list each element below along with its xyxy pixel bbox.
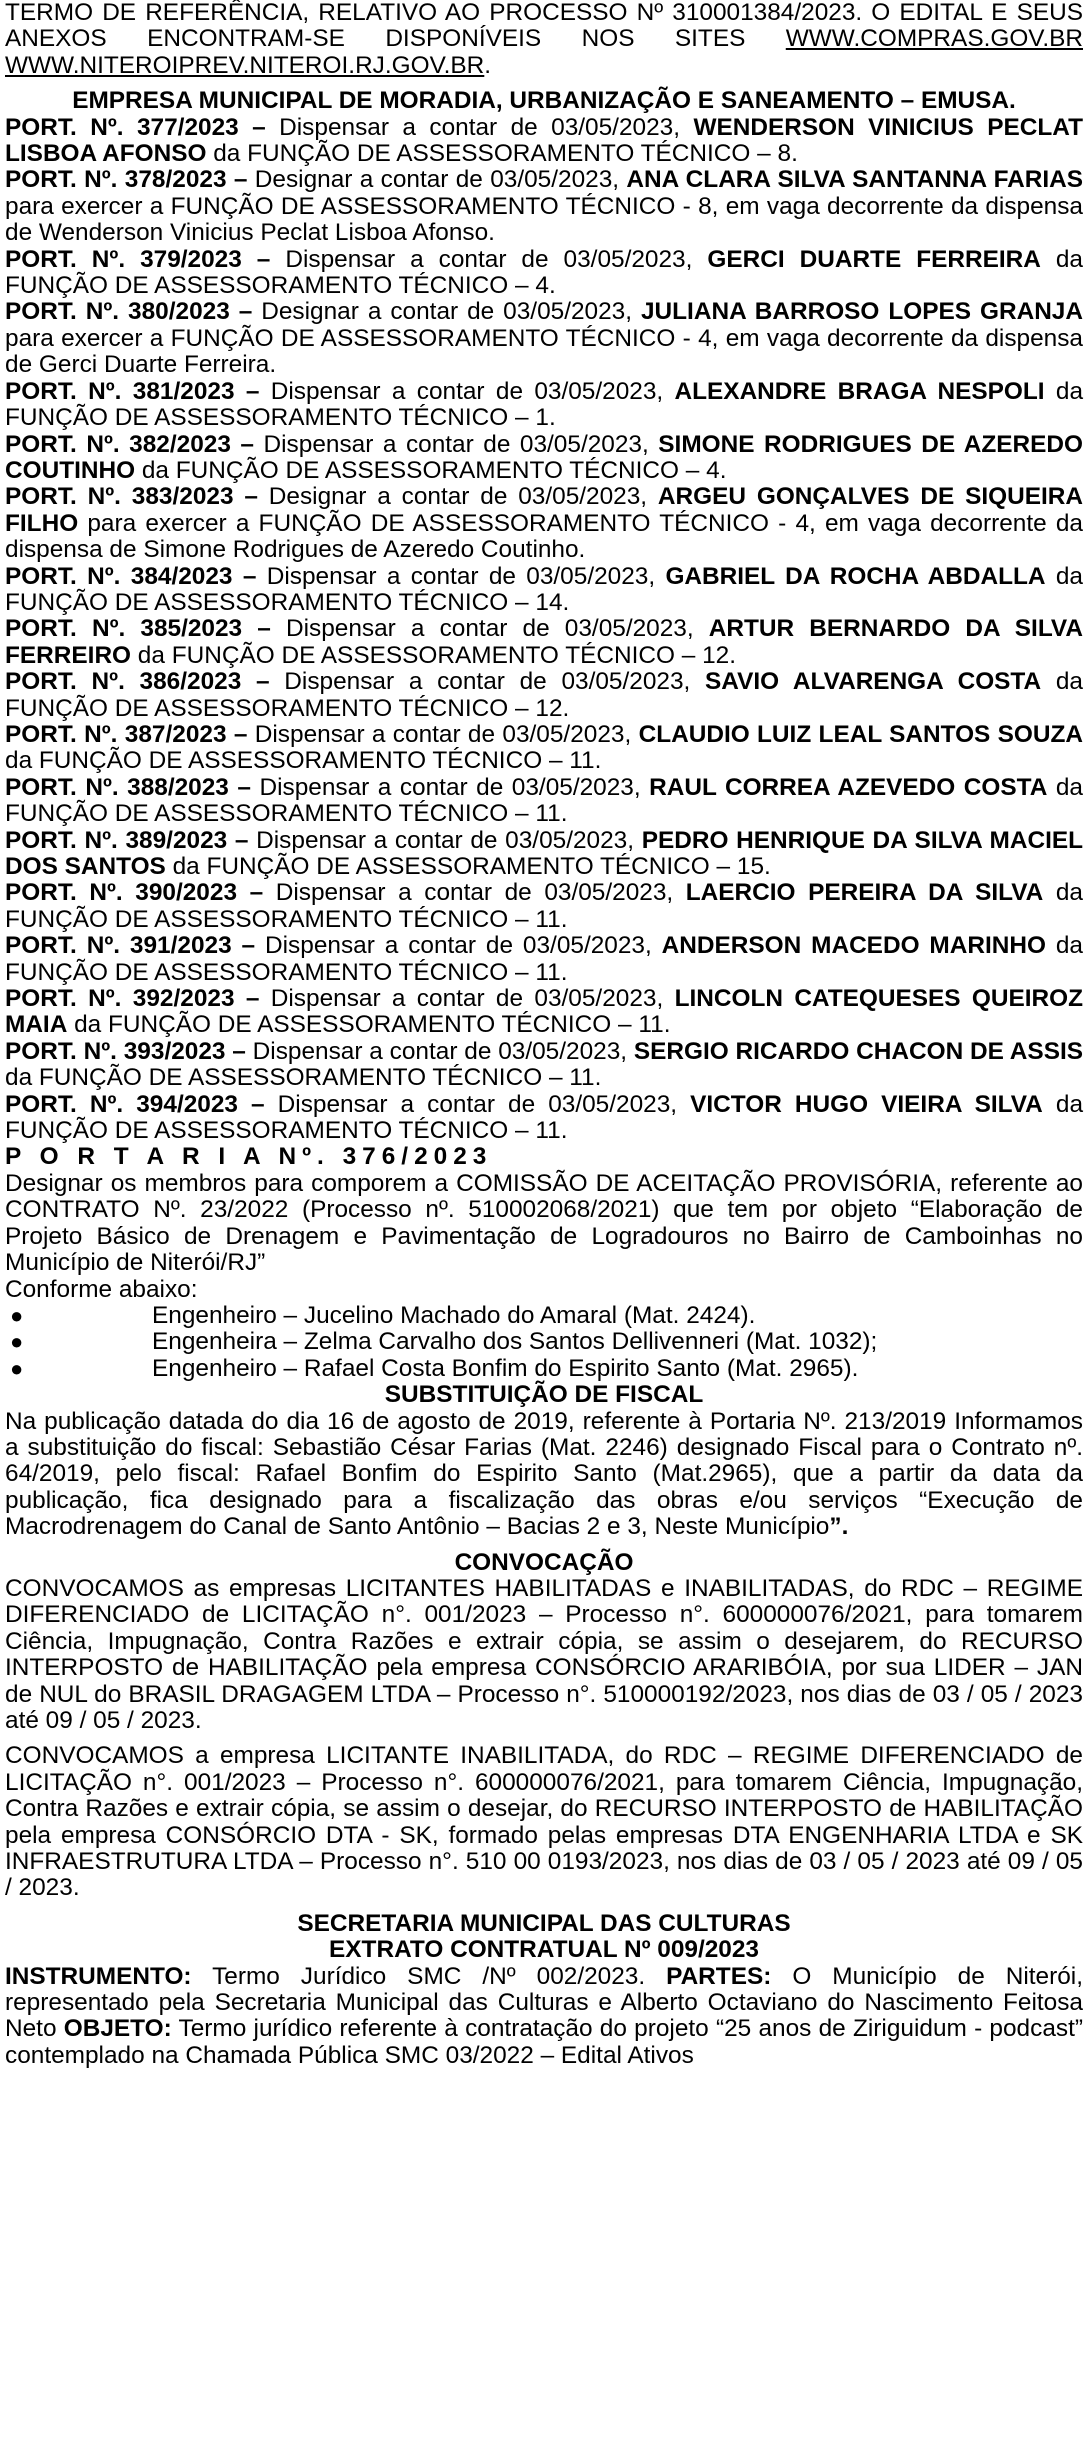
- niteroiprev-link[interactable]: WWW.NITEROIPREV.NITEROI.RJ.GOV.BR: [5, 51, 485, 79]
- portaria-entry: [5, 986, 1083, 1039]
- portaria-number: PORT. Nº. 392/2023 –: [5, 985, 260, 1013]
- portaria-action: Designar a contar de 03/05/2023,: [247, 166, 627, 194]
- substituicao-body: [5, 1409, 1083, 1541]
- person-name: WENDERSON VINICIUS PECLAT LISBOA AFONSO: [5, 113, 1084, 168]
- person-name: JULIANA BARROSO LOPES GRANJA: [640, 298, 1083, 326]
- portaria-entry: [5, 299, 1083, 378]
- convocacao-title: CONVOCAÇÃO: [454, 1548, 634, 1576]
- substituicao-end: ”.: [829, 1513, 849, 1541]
- member-text: Engenheiro – Jucelino Machado do Amaral (Mat. 2424).: [152, 1301, 756, 1329]
- portaria-function: da FUNÇÃO DE ASSESSORAMENTO TÉCNICO – 8.: [206, 140, 798, 168]
- header-notice: [5, 0, 1083, 79]
- instrumento-label: INSTRUMENTO:: [5, 1962, 192, 1990]
- person-name: ANA CLARA SILVA SANTANNA FARIAS: [626, 166, 1084, 194]
- portaria-action: Dispensar a contar de 03/05/2023,: [263, 879, 686, 907]
- portaria-entry: [5, 167, 1083, 246]
- portaria-function: da FUNÇÃO DE ASSESSORAMENTO TÉCNICO – 11.: [67, 1011, 671, 1039]
- portaria-action: Dispensar a contar de 03/05/2023,: [247, 720, 639, 748]
- portaria-number: PORT. Nº. 390/2023 –: [5, 879, 264, 907]
- portaria-action: Designar a contar de 03/05/2023,: [257, 483, 658, 511]
- portaria-action: Dispensar a contar de 03/05/2023,: [265, 113, 694, 141]
- portaria-entry: [5, 828, 1083, 881]
- portaria-number: PORT. Nº. 380/2023 –: [5, 298, 253, 326]
- portaria-function: da FUNÇÃO DE ASSESSORAMENTO TÉCNICO – 11.: [5, 1064, 602, 1092]
- person-name: PEDRO HENRIQUE DA SILVA MACIEL DOS SANTOS: [5, 826, 1084, 880]
- portaria-number: PORT. Nº. 377/2023 –: [5, 113, 266, 141]
- member-text: Engenheiro – Rafael Costa Bonfim do Espirito Santo (Mat. 2965).: [152, 1354, 859, 1382]
- portaria-action: Designar a contar de 03/05/2023,: [252, 298, 641, 326]
- portaria-entry: [5, 1039, 1083, 1092]
- portaria-number: PORT. Nº. 394/2023 –: [5, 1090, 265, 1118]
- portaria-number: PORT. Nº. 379/2023 –: [5, 245, 271, 273]
- portaria-function: da FUNÇÃO DE ASSESSORAMENTO TÉCNICO – 15.: [165, 853, 771, 880]
- portaria-number: PORT. Nº. 388/2023 –: [5, 773, 251, 801]
- member-text: Engenheira – Zelma Carvalho dos Santos Dellivenneri (Mat. 1032);: [152, 1328, 878, 1356]
- portaria-action: Dispensar a contar de 03/05/2023,: [256, 562, 666, 590]
- person-name: LAERCIO PEREIRA DA SILVA: [685, 879, 1044, 907]
- person-name: ALEXANDRE BRAGA NESPOLI: [674, 377, 1045, 405]
- portaria-function: da FUNÇÃO DE ASSESSORAMENTO TÉCNICO – 11.: [5, 932, 1083, 986]
- portaria-action: Dispensar a contar de 03/05/2023,: [264, 1090, 691, 1118]
- portaria-entry: [5, 115, 1083, 168]
- person-name: GABRIEL DA ROCHA ABDALLA: [665, 562, 1046, 590]
- portaria-entry: [5, 432, 1083, 485]
- convocacao-paragraph-1: CONVOCAMOS as empresas LICITANTES HABILITADAS e INABILITADAS, do RDC – REGIME DIFERENCIADO de LICITAÇÃO n°. 001/2023 – Processo n°. 600000076/2021, para tomarem Ciência, Impugnação, Contra Razões e extrair cópia, se assim o desejarem, do RECURSO INTERPOSTO de HABILITAÇÃO pela empresa CONSÓRCIO ARARIBÓIA, por sua LIDER – JAN de NUL do BRASIL DRAGAGEM LTDA – Processo n°. 510000192/2023, nos dias de 03 / 05 / 2023 até 09 / 05 / 2023.: [5, 1574, 1083, 1734]
- partes-label: PARTES:: [666, 1962, 772, 1990]
- portaria-entry: [5, 379, 1083, 432]
- portaria-number: PORT. Nº. 383/2023 –: [5, 483, 258, 511]
- portaria-376-title: [5, 1144, 1083, 1170]
- portaria-number: PORT. Nº. 385/2023 –: [5, 615, 271, 643]
- portaria-action: Dispensar a contar de 03/05/2023,: [254, 430, 659, 458]
- portaria-action: Dispensar a contar de 03/05/2023,: [250, 773, 650, 801]
- portaria-function: da FUNÇÃO DE ASSESSORAMENTO TÉCNICO – 1.: [5, 377, 1084, 432]
- extrato-body: [5, 1964, 1083, 2070]
- portaria-entry: [5, 722, 1083, 775]
- notice-end: .: [484, 51, 492, 79]
- portaria-entry: [5, 616, 1083, 669]
- portaria-entry: [5, 880, 1083, 933]
- substituicao-text: Na publicação datada do dia 16 de agosto de 2019, referente à Portaria Nº. 213/2019 Informamos a substituição do fiscal: Sebastião César Farias (Mat. 2246) designado Fiscal para o Contrato nº. 64/2019, pelo fiscal: Rafael Bonfim do Espirito Santo (Mat.2965), que a partir da data da publicação, fica designado para a fiscalização das obras e/ou serviços “Execução de Macrodrenagem do Canal de Santo Antônio – Bacias 2 e 3, Neste Município: [5, 1407, 1083, 1541]
- bullet-icon: ●: [10, 1302, 24, 1328]
- list-item: [5, 1329, 1083, 1355]
- portaria-entry: [5, 484, 1083, 563]
- portaria-number: PORT. Nº. 384/2023 –: [5, 562, 257, 590]
- portaria-action: Dispensar a contar de 03/05/2023,: [269, 668, 706, 696]
- convocacao-paragraph-2: CONVOCAMOS a empresa LICITANTE INABILITADA, do RDC – REGIME DIFERENCIADO de LICITAÇÃO n°. 001/2023 – Processo n°. 600000076/2021, para tomarem Ciência, Impugnação, Contra Razões e extrair cópia, se assim o desejar, do RECURSO INTERPOSTO de HABILITAÇÃO pela empresa CONSÓRCIO DTA - SK, formado pelas empresas DTA ENGENHARIA LTDA e SK INFRAESTRUTURA LTDA – Processo n°. 510 00 0193/2023, nos dias de 03 / 05 / 2023 até 09 / 05 / 2023.: [5, 1742, 1083, 1902]
- portaria-action: Dispensar a contar de 03/05/2023,: [270, 245, 708, 273]
- person-name: GERCI DUARTE FERREIRA: [707, 245, 1041, 273]
- portaria-number: PORT. Nº. 381/2023 –: [5, 377, 260, 405]
- objeto-text: Termo jurídico referente à contratação do projeto “25 anos de Ziriguidum - podcast” contemplado na Chamada Pública SMC 03/2022 – Edital Ativos: [5, 2015, 1083, 2069]
- portaria-number: PORT. Nº. 389/2023 –: [5, 826, 249, 854]
- portaria-number: PORT. Nº. 386/2023 –: [5, 668, 270, 696]
- portaria-action: Dispensar a contar de 03/05/2023,: [248, 826, 642, 854]
- portaria-376-intro: Conforme abaixo:: [5, 1275, 198, 1303]
- portaria-action: Dispensar a contar de 03/05/2023,: [270, 615, 709, 643]
- person-name: VICTOR HUGO VIEIRA SILVA: [690, 1090, 1043, 1118]
- portaria-function: para exercer a FUNÇÃO DE ASSESSORAMENTO TÉCNICO - 4, em vaga decorrente da dispensa de Simone Rodrigues de Azeredo Coutinho.: [5, 509, 1083, 564]
- portaria-function: da FUNÇÃO DE ASSESSORAMENTO TÉCNICO – 4.: [135, 456, 727, 484]
- instrumento-text: Termo Jurídico SMC /Nº 002/2023.: [191, 1962, 667, 1990]
- compras-link[interactable]: WWW.COMPRAS.GOV.BR: [785, 25, 1083, 53]
- extrato-title: EXTRATO CONTRATUAL Nº 009/2023: [329, 1936, 759, 1964]
- list-item: [5, 1303, 1083, 1329]
- portaria-376-heading: P O R T A R I A Nº. 376/2023: [5, 1143, 493, 1171]
- bullet-icon: ●: [10, 1329, 24, 1355]
- person-name: SAVIO ALVARENGA COSTA: [705, 668, 1042, 696]
- portaria-action: Dispensar a contar de 03/05/2023,: [255, 932, 662, 960]
- portaria-entry: [5, 564, 1083, 617]
- person-name: LINCOLN CATEQUESES QUEIROZ MAIA: [5, 985, 1084, 1039]
- portaria-function: da FUNÇÃO DE ASSESSORAMENTO TÉCNICO – 4.: [5, 245, 1083, 300]
- portaria-list: [5, 115, 1083, 1145]
- portaria-number: PORT. Nº. 382/2023 –: [5, 430, 254, 458]
- portaria-function: da FUNÇÃO DE ASSESSORAMENTO TÉCNICO – 12.: [5, 668, 1083, 722]
- portaria-function: da FUNÇÃO DE ASSESSORAMENTO TÉCNICO – 12.: [131, 641, 736, 669]
- portaria-entry: [5, 669, 1083, 722]
- portaria-function: da FUNÇÃO DE ASSESSORAMENTO TÉCNICO – 11.: [5, 773, 1083, 828]
- members-list: [5, 1303, 1083, 1382]
- portaria-number: PORT. Nº. 391/2023 –: [5, 932, 256, 960]
- person-name: SIMONE RODRIGUES DE AZEREDO COUTINHO: [5, 430, 1084, 484]
- emusa-title: EMPRESA MUNICIPAL DE MORADIA, URBANIZAÇÃO E SANEAMENTO – EMUSA.: [72, 87, 1016, 115]
- portaria-action: Dispensar a contar de 03/05/2023,: [245, 1037, 634, 1065]
- portaria-entry: [5, 247, 1083, 300]
- portaria-function: da FUNÇÃO DE ASSESSORAMENTO TÉCNICO – 11.: [5, 879, 1083, 933]
- substituicao-title: SUBSTITUIÇÃO DE FISCAL: [384, 1381, 704, 1409]
- person-name: SERGIO RICARDO CHACON DE ASSIS: [633, 1037, 1084, 1065]
- portaria-function: para exercer a FUNÇÃO DE ASSESSORAMENTO TÉCNICO - 8, em vaga decorrente da dispensa de Wenderson Vinicius Peclat Lisboa Afonso.: [5, 192, 1083, 247]
- portaria-action: Dispensar a contar de 03/05/2023,: [259, 377, 675, 405]
- culturas-title: SECRETARIA MUNICIPAL DAS CULTURAS: [297, 1909, 791, 1937]
- portaria-376-body: Designar os membros para comporem a COMISSÃO DE ACEITAÇÃO PROVISÓRIA, referente ao CONTRATO Nº. 23/2022 (Processo nº. 510002068/2021) que tem por objeto “Elaboração de Projeto Básico de Drenagem e Pavimentação de Logradouros no Bairro de Camboinhas no Município de Niterói/RJ”: [5, 1169, 1083, 1277]
- portaria-number: PORT. Nº. 378/2023 –: [5, 166, 248, 194]
- list-item: [5, 1356, 1083, 1382]
- portaria-function: da FUNÇÃO DE ASSESSORAMENTO TÉCNICO – 14.: [5, 562, 1083, 616]
- portaria-entry: [5, 775, 1083, 828]
- objeto-label: OBJETO:: [63, 2015, 172, 2043]
- bullet-icon: ●: [10, 1355, 24, 1381]
- portaria-number: PORT. Nº. 393/2023 –: [5, 1037, 246, 1065]
- portaria-function: da FUNÇÃO DE ASSESSORAMENTO TÉCNICO – 11.: [5, 747, 602, 775]
- notice-text: TERMO DE REFERÊNCIA, RELATIVO AO PROCESSO Nº 310001384/2023. O EDITAL E SEUS ANEXOS ENCONTRAM-SE DISPONÍVEIS NOS SITES: [5, 0, 1083, 53]
- person-name: ARTUR BERNARDO DA SILVA FERREIRO: [5, 615, 1083, 669]
- person-name: CLAUDIO LUIZ LEAL SANTOS SOUZA: [638, 720, 1084, 748]
- portaria-number: PORT. Nº. 387/2023 –: [5, 720, 248, 748]
- person-name: ANDERSON MACEDO MARINHO: [661, 932, 1046, 960]
- portaria-entry: [5, 933, 1083, 986]
- portaria-function: para exercer a FUNÇÃO DE ASSESSORAMENTO TÉCNICO - 4, em vaga decorrente da dispensa de Gerci Duarte Ferreira.: [5, 324, 1083, 379]
- partes-text: O Município de Niterói, representado pela Secretaria Municipal das Culturas e Alberto Octaviano do Nascimento Feitosa Neto: [5, 1962, 1083, 2043]
- person-name: RAUL CORREA AZEVEDO COSTA: [649, 773, 1048, 801]
- portaria-function: da FUNÇÃO DE ASSESSORAMENTO TÉCNICO – 11.: [5, 1090, 1084, 1145]
- portaria-entry: [5, 1092, 1083, 1145]
- person-name: ARGEU GONÇALVES DE SIQUEIRA FILHO: [5, 483, 1083, 537]
- portaria-action: Dispensar a contar de 03/05/2023,: [259, 985, 675, 1013]
